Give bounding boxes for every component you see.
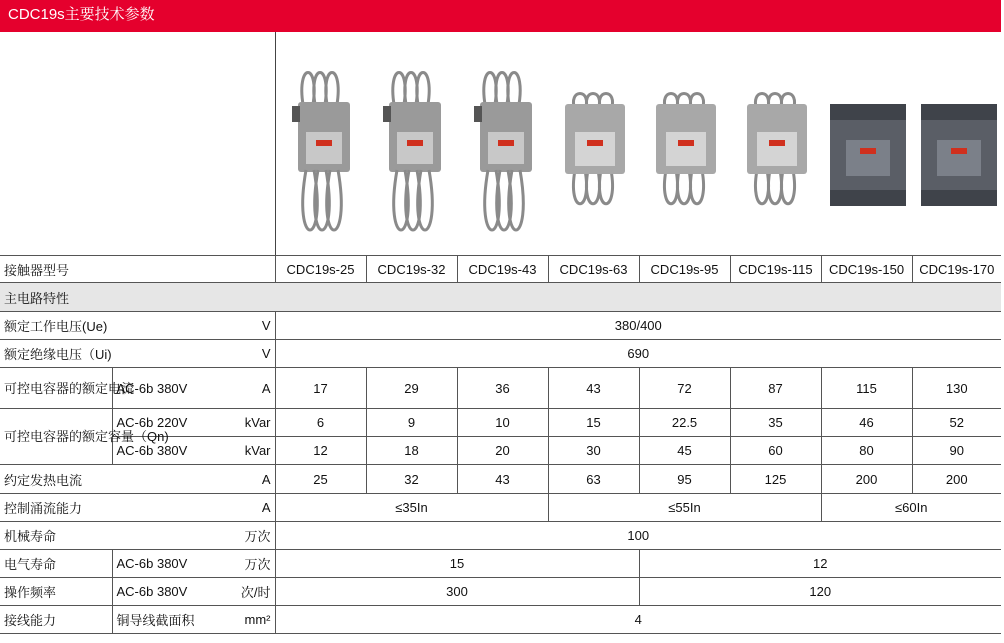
value-cell: ≤55In <box>548 494 821 522</box>
table-row-capacity-220 <box>0 409 1001 437</box>
model-cell: CDC19s-115 <box>730 256 821 283</box>
value-cell: 43 <box>548 368 639 409</box>
value-cell: 60 <box>730 437 821 465</box>
model-cell: CDC19s-150 <box>821 256 912 283</box>
product-image-row <box>276 40 1001 255</box>
row-label: 约定发热电流 <box>0 465 234 494</box>
value-cell: 9 <box>366 409 457 437</box>
value-cell: 46 <box>821 409 912 437</box>
value-cell: 95 <box>639 465 730 494</box>
condition-cell: AC-6b 380V <box>112 550 234 578</box>
row-label: 控制涌流能力 <box>0 494 234 522</box>
value-cell: 380/400 <box>275 312 1001 340</box>
model-cell: CDC19s-43 <box>457 256 548 283</box>
value-cell: 30 <box>548 437 639 465</box>
table-row-inrush <box>0 494 1001 522</box>
value-cell: 15 <box>275 550 639 578</box>
row-label: 额定工作电压(Ue) <box>0 312 234 340</box>
table-row-models <box>0 256 1001 283</box>
value-cell: 10 <box>457 409 548 437</box>
value-cell: 17 <box>275 368 366 409</box>
value-cell: 35 <box>730 409 821 437</box>
table-row-current <box>0 368 1001 409</box>
row-label: 可控电容器的额定容量（Qn) <box>0 409 112 465</box>
value-cell: 22.5 <box>639 409 730 437</box>
value-cell: 6 <box>275 409 366 437</box>
value-cell: 300 <box>275 578 639 606</box>
condition-cell: 铜导线截面积 <box>112 606 234 634</box>
value-cell: 90 <box>912 437 1001 465</box>
row-label: 机械寿命 <box>0 522 234 550</box>
model-cell: CDC19s-32 <box>366 256 457 283</box>
value-cell: 87 <box>730 368 821 409</box>
value-cell: ≤35In <box>275 494 548 522</box>
product-image-cdc19s-43 <box>458 40 549 255</box>
value-cell: 43 <box>457 465 548 494</box>
table-row-ue <box>0 312 1001 340</box>
section-heading: 主电路特性 <box>0 283 1001 312</box>
product-image-cdc19s-170 <box>913 40 1004 255</box>
value-cell: 63 <box>548 465 639 494</box>
condition-cell: AC-6b 220V <box>112 409 234 437</box>
unit-cell: kVar <box>234 437 275 465</box>
header-underline <box>0 30 1001 32</box>
condition-cell: AC-6b 380V <box>112 437 234 465</box>
value-cell: 115 <box>821 368 912 409</box>
unit-cell: 万次 <box>234 522 275 550</box>
table-row-elec <box>0 550 1001 578</box>
value-cell: 12 <box>639 550 1001 578</box>
row-label: 额定绝缘电压（Ui) <box>0 340 234 368</box>
unit-cell: V <box>234 340 275 368</box>
unit-cell: A <box>234 368 275 409</box>
unit-cell: A <box>234 494 275 522</box>
row-label: 电气寿命 <box>0 550 112 578</box>
unit-cell: mm² <box>234 606 275 634</box>
unit-cell: V <box>234 312 275 340</box>
row-label: 接触器型号 <box>0 256 275 283</box>
model-cell: CDC19s-25 <box>275 256 366 283</box>
value-cell: 4 <box>275 606 1001 634</box>
product-image-cdc19s-95 <box>640 40 731 255</box>
spec-table <box>0 255 1001 634</box>
value-cell: 72 <box>639 368 730 409</box>
unit-cell: A <box>234 465 275 494</box>
value-cell: 12 <box>275 437 366 465</box>
value-cell: 18 <box>366 437 457 465</box>
condition-cell: AC-6b 380V <box>112 368 234 409</box>
value-cell: 52 <box>912 409 1001 437</box>
header-bar <box>0 0 1001 30</box>
product-image-cdc19s-32 <box>367 40 458 255</box>
value-cell: 690 <box>275 340 1001 368</box>
condition-cell: AC-6b 380V <box>112 578 234 606</box>
value-cell: 32 <box>366 465 457 494</box>
product-image-cdc19s-25 <box>276 40 367 255</box>
value-cell: 25 <box>275 465 366 494</box>
table-row-ui <box>0 340 1001 368</box>
table-row-freq <box>0 578 1001 606</box>
value-cell: 120 <box>639 578 1001 606</box>
table-row-wiring <box>0 606 1001 634</box>
table-row-thermal <box>0 465 1001 494</box>
unit-cell: kVar <box>234 409 275 437</box>
value-cell: 125 <box>730 465 821 494</box>
unit-cell: 万次 <box>234 550 275 578</box>
value-cell: 80 <box>821 437 912 465</box>
value-cell: 20 <box>457 437 548 465</box>
value-cell: 29 <box>366 368 457 409</box>
table-row-section <box>0 283 1001 312</box>
row-label: 接线能力 <box>0 606 112 634</box>
value-cell: 130 <box>912 368 1001 409</box>
row-label: 可控电容器的额定电流 <box>0 368 112 409</box>
value-cell: ≤60In <box>821 494 1001 522</box>
table-row-mech <box>0 522 1001 550</box>
value-cell: 200 <box>912 465 1001 494</box>
value-cell: 15 <box>548 409 639 437</box>
model-cell: CDC19s-63 <box>548 256 639 283</box>
value-cell: 100 <box>275 522 1001 550</box>
product-image-cdc19s-115 <box>731 40 822 255</box>
unit-cell: 次/时 <box>234 578 275 606</box>
model-cell: CDC19s-95 <box>639 256 730 283</box>
model-cell: CDC19s-170 <box>912 256 1001 283</box>
value-cell: 200 <box>821 465 912 494</box>
value-cell: 36 <box>457 368 548 409</box>
product-image-cdc19s-150 <box>822 40 913 255</box>
page-title: CDC19s主要技术参数 <box>8 6 155 23</box>
row-label: 操作频率 <box>0 578 112 606</box>
value-cell: 45 <box>639 437 730 465</box>
product-image-cdc19s-63 <box>549 40 640 255</box>
